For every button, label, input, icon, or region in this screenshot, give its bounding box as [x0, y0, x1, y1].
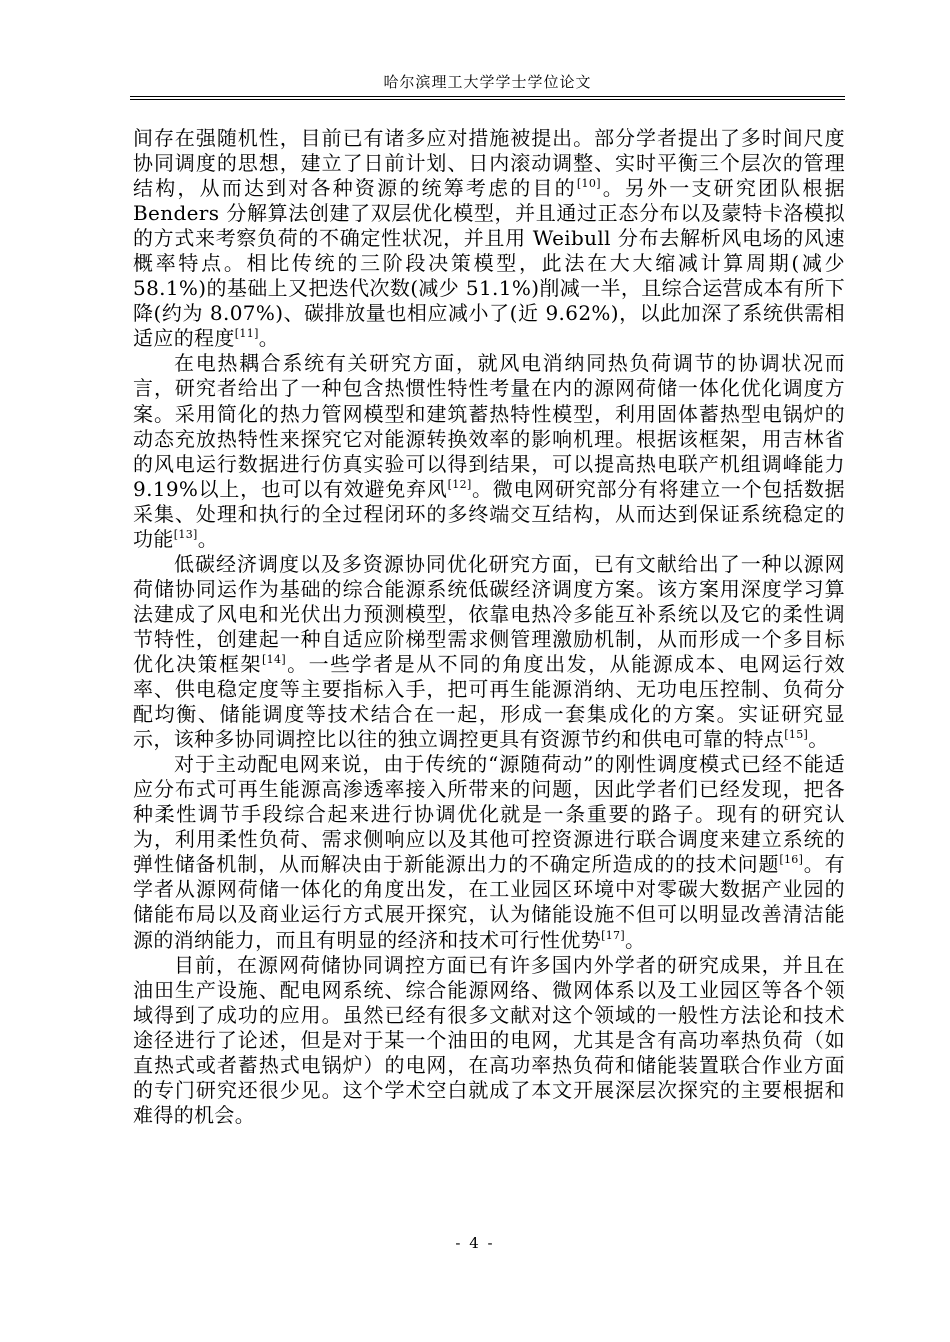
paragraph — [133, 552, 845, 752]
header-rule — [130, 96, 845, 100]
citation-ref: [16] — [779, 853, 804, 867]
citation-ref: [12] — [447, 477, 472, 491]
paragraph-text: 。微电网研究部分有将建立一个包括数据采集、处理和执行的全过程闭环的多终端交互结构，从而达到保证系统稳定的功能 — [133, 476, 845, 551]
paragraph-text: 在电热耦合系统有关研究方面，就风电消纳同热负荷调节的协调状况而言，研究者给出了一种包含热惯性特性考量在内的源网荷储一体化优化调度方案。采用简化的热力管网模型和建筑蓄热特性模型，利用固体蓄热型电锅炉的动态充放热特性来探究它对能源转换效率的影响机理。根据该框架，用吉林省的风电运行数据进行仿真实验可以得到结果，可以提高热电联产机组调峰能力 9.19%以上，也可以有效避免弃风 — [133, 351, 845, 501]
paragraph-text: 。 — [258, 326, 280, 351]
paragraph-text: 间存在强随机性，目前已有诸多应对措施被提出。部分学者提出了多时间尺度协同调度的思想，建立了日前计划、日内滚动调整、实时平衡三个层次的管理结构，从而达到对各种资源的统筹考虑的目的 — [133, 126, 845, 201]
paragraph-text: 。有学者从源网荷储一体化的角度出发，在工业园区环境中对零碳大数据产业园的储能布局以及商业运行方式展开探究，认为储能设施不但可以明显改善清洁能源的消纳能力，而且有明显的经济和技术可行性优势 — [133, 852, 845, 952]
citation-ref: [10] — [576, 177, 601, 191]
paragraph-text: 对于主动配电网来说，由于传统的“源随荷动”的刚性调度模式已经不能适应分布式可再生能源高渗透率接入所带来的问题，因此学者们已经发现，把各种柔性调节手段综合起来进行协调优化就是一条重要的路子。现有的研究认为，利用柔性负荷、需求侧响应以及其他可控资源进行联合调度来建立系统的弹性储备机制，从而解决由于新能源出力的不确定所造成的的技术问题 — [133, 752, 845, 877]
paragraph-text: 。 — [625, 927, 646, 952]
citation-ref: [13] — [173, 527, 198, 541]
paragraph-text: 低碳经济调度以及多资源协同优化研究方面，已有文献给出了一种以源网荷储协同运作为基础的综合能源系统低碳经济调度方案。该方案用深度学习算法建成了风电和光伏出力预测模型，依靠电热冷多能互补系统以及它的柔性调节特性，创建起一种自适应阶梯型需求侧管理激励机制，从而形成一个多目标优化决策框架 — [133, 551, 845, 676]
running-header: 哈尔滨理工大学学士学位论文 — [383, 73, 592, 91]
paragraph — [133, 752, 845, 952]
citation-ref: [15] — [784, 728, 809, 742]
paragraph-text: 。 — [197, 526, 219, 551]
page-number: - 4 - — [455, 1234, 495, 1252]
paragraph-text: 。一些学者是从不同的角度出发，从能源成本、电网运行效率、供电稳定度等主要指标入手，把可再生能源消纳、无功电压控制、负荷分配均衡、储能调度等技术结合在一起，形成一套集成化的方案。实证研究显示，该种多协同调控比以往的独立调控更具有资源节约和供电可靠的特点 — [133, 651, 845, 752]
paragraph-text: 目前，在源网荷储协同调控方面已有许多国内外学者的研究成果，并且在油田生产设施、配电网系统、综合能源网络、微网体系以及工业园区等各个领域得到了成功的应用。虽然已经有很多文献对这个领域的一般性方法论和技术途径进行了论述，但是对于某一个油田的电网，尤其是含有高功率热负荷（如直热式或者蓄热式电锅炉）的电网，在高功率热负荷和储能装置联合作业方面的专门研究还很少见。这个学术空白就成了本文开展深层次探究的主要根据和难得的机会。 — [133, 952, 845, 1127]
paragraph — [133, 953, 845, 1128]
citation-ref: [17] — [601, 928, 626, 942]
body-text — [133, 126, 845, 1128]
paragraph-text: 。 — [808, 727, 829, 752]
paragraph — [133, 126, 845, 351]
citation-ref: [11] — [234, 327, 259, 341]
paragraph — [133, 351, 845, 551]
paragraph-text: 。另外一支研究团队根据 Benders 分解算法创建了双层优化模型，并且通过正态分布以及蒙特卡洛模拟的方式来考察负荷的不确定性状况，并且用 Weibull 分布去解析风电场的风速概率特点。相比传统的三阶段决策模型，此法在大大缩减计算周期(减少 58.1%)的基础上又把迭代次数(减少 51.1%)削减一半，且综合运营成本有所下降(约为 8.07%)、碳排放量也相应减小了(近 9.62%)，以此加深了系统供需相适应的程度 — [133, 176, 845, 351]
citation-ref: [14] — [262, 652, 286, 666]
